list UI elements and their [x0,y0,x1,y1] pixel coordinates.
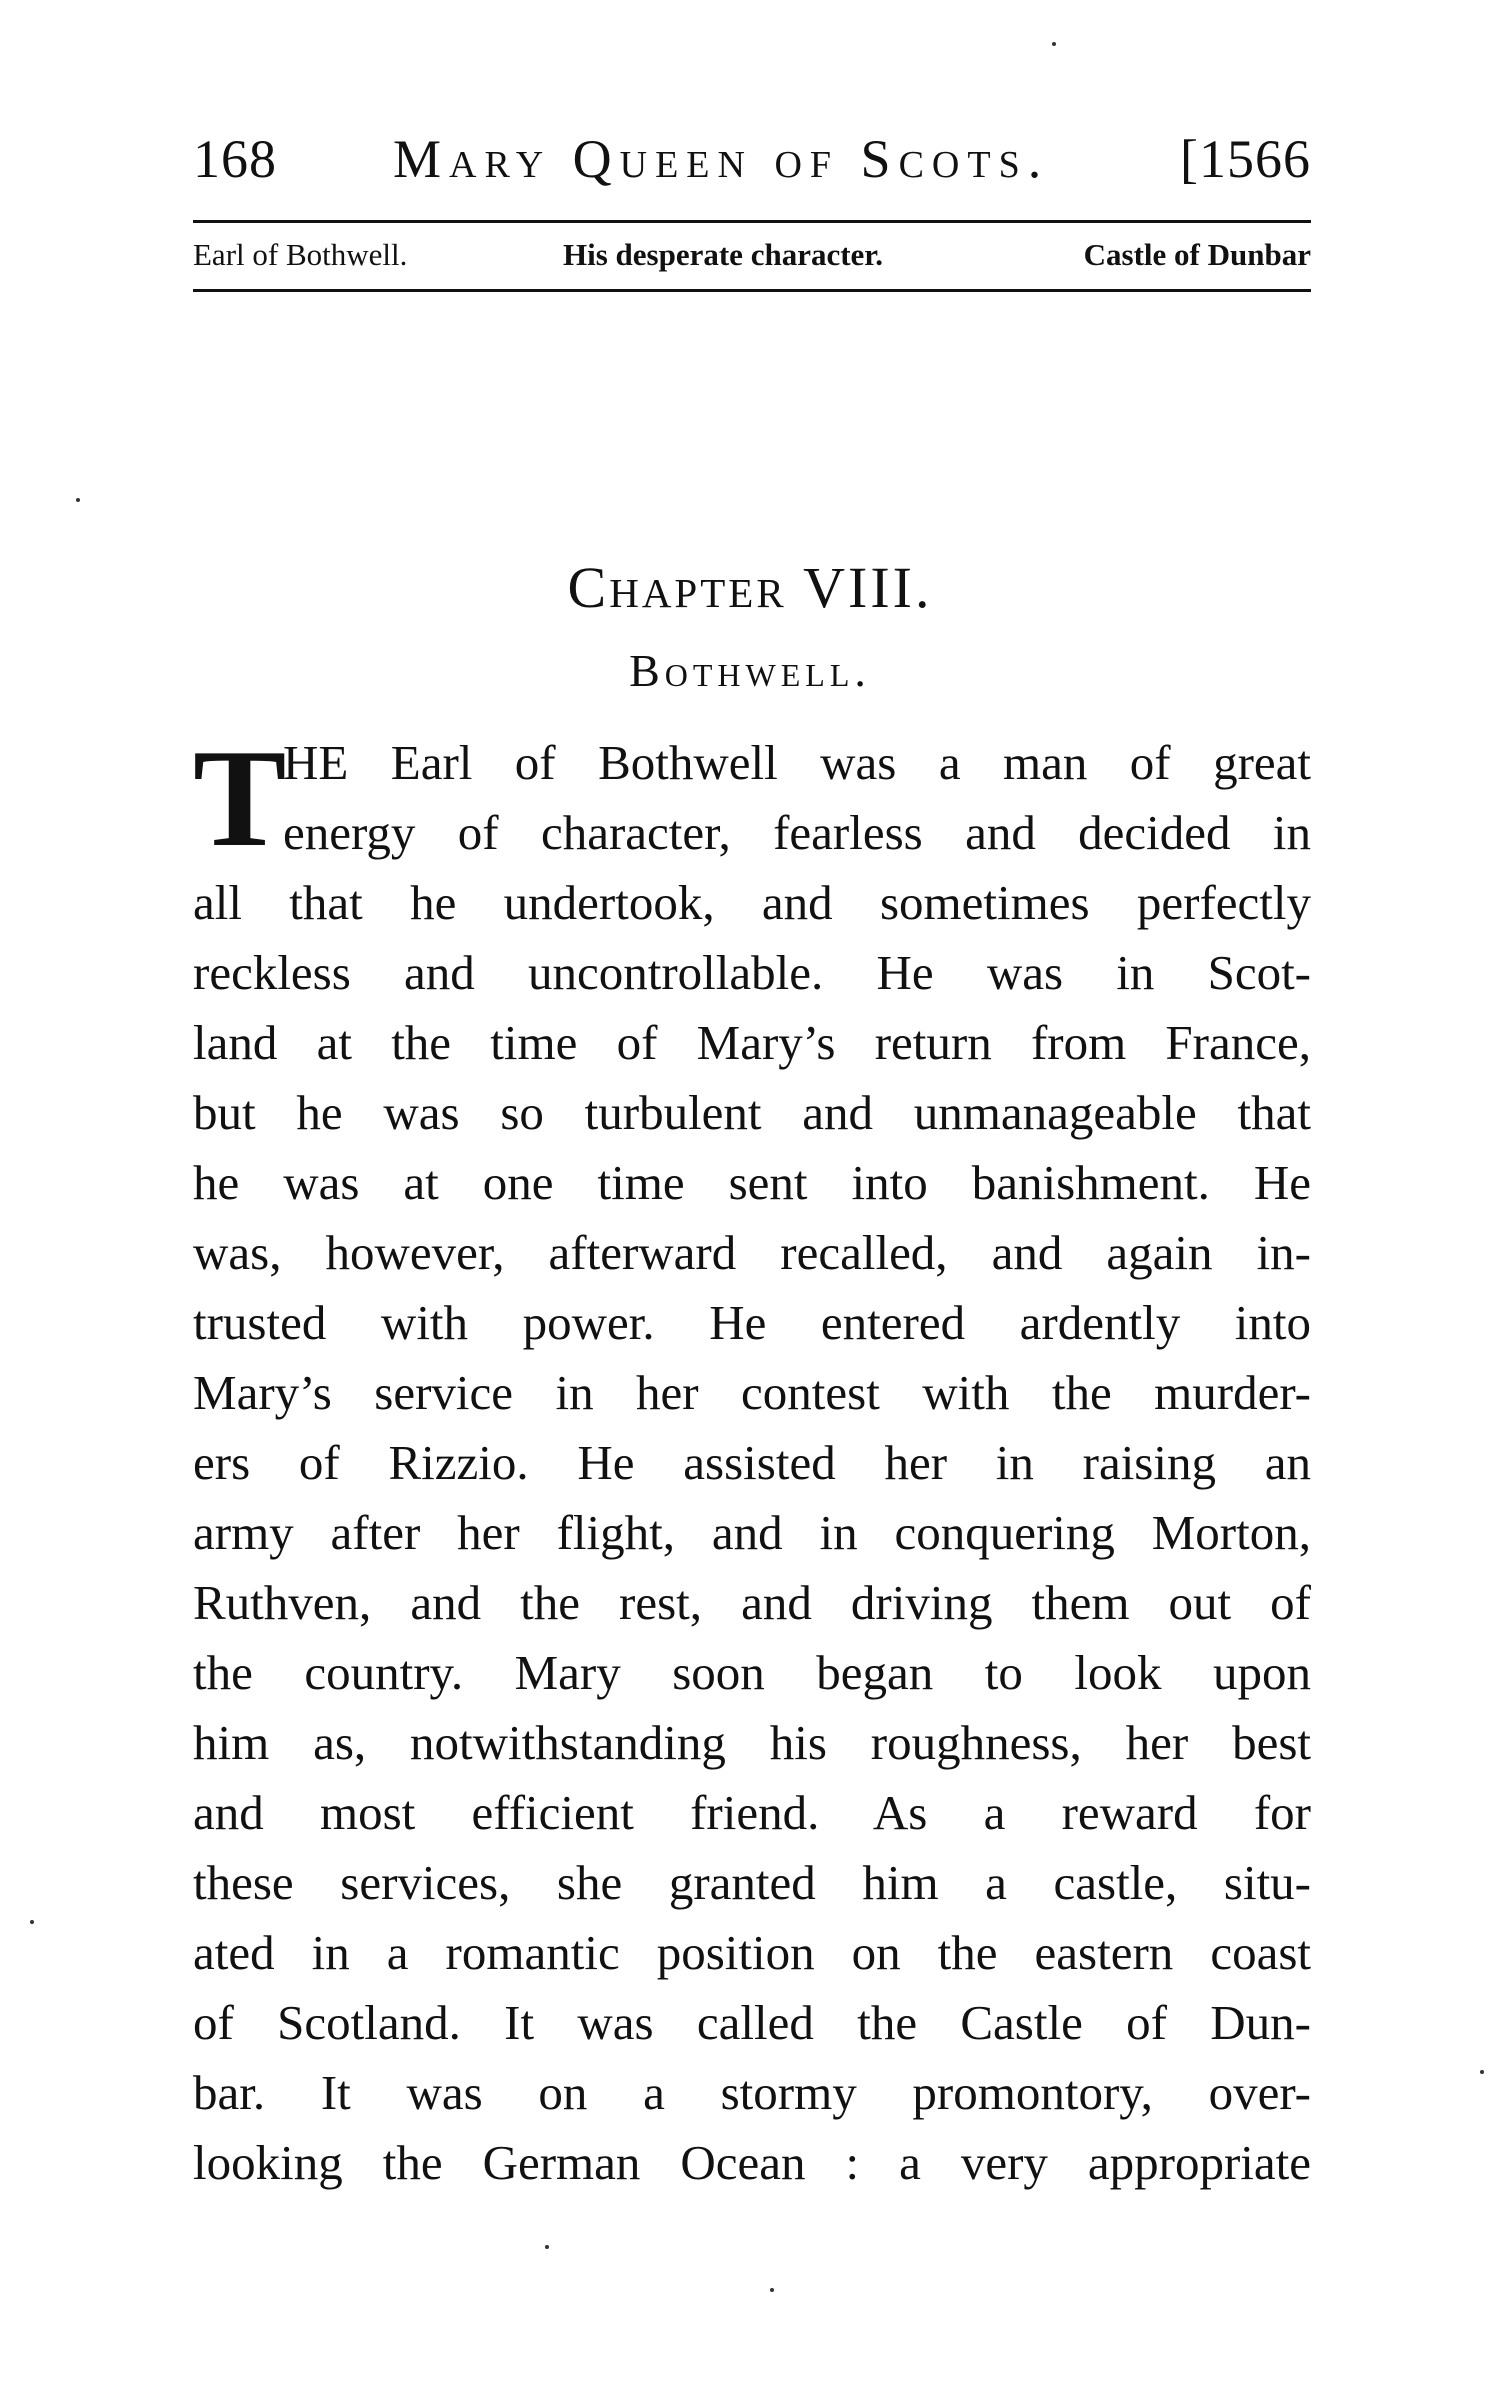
text-line: of Scotland. It was called the Castle of Dun- [193,1995,1311,2050]
running-head [193,124,1311,194]
side-note-earl: Earl of Bothwell. [193,237,408,272]
body-text [193,721,1311,2198]
header-rule-top [193,220,1311,223]
text-line: ers of Rizzio. He assisted her in raising an [193,1435,1311,1490]
page-number: 168 [193,129,277,189]
scan-speck [76,498,80,502]
text-line: trusted with power. He entered ardently into [193,1295,1311,1350]
text-line: looking the German Ocean : a very appropriate [193,2135,1311,2190]
text-line: was, however, afterward recalled, and again in- [193,1225,1311,1280]
scan-speck [770,2288,774,2292]
text-line: Ruthven, and the rest, and driving them out of [193,1575,1311,1630]
text-line: HE Earl of Bothwell was a man of great [283,735,1311,790]
scan-speck [1480,2070,1484,2074]
text-line: ated in a romantic position on the eastern coast [193,1925,1311,1980]
scan-speck [30,1920,34,1924]
running-year: [1566 [1180,129,1311,189]
scan-speck [545,2245,549,2249]
text-line: all that he undertook, and sometimes perfectly [193,875,1311,930]
text-line: him as, notwithstanding his roughness, her best [193,1715,1311,1770]
text-line: Mary’s service in her contest with the murder- [193,1365,1311,1420]
chapter-subtitle: Bothwell. [629,645,871,696]
side-note-character: His desperate character. [563,237,883,272]
chapter-heading: Chapter VIII. [567,555,933,620]
text-line: army after her flight, and in conquering Morton, [193,1505,1311,1560]
text-line: he was at one time sent into banishment. He [193,1155,1311,1210]
running-title: Mary Queen of Scots. [393,129,1050,189]
text-line: and most efficient friend. As a reward for [193,1785,1311,1840]
text-line: bar. It was on a stormy promontory, over- [193,2065,1311,2120]
text-line: energy of character, fearless and decided in [283,805,1311,860]
text-line: land at the time of Mary’s return from France, [193,1015,1311,1070]
header-rule-bottom [193,289,1311,292]
text-line: reckless and uncontrollable. He was in Scot- [193,945,1311,1000]
drop-cap: T [193,721,287,876]
text-line: but he was so turbulent and unmanageable that [193,1085,1311,1140]
scan-speck [1052,42,1056,46]
text-line: the country. Mary soon began to look upon [193,1645,1311,1700]
text-line: these services, she granted him a castle, situ- [193,1855,1311,1910]
side-note-castle: Castle of Dunbar [1083,237,1311,272]
